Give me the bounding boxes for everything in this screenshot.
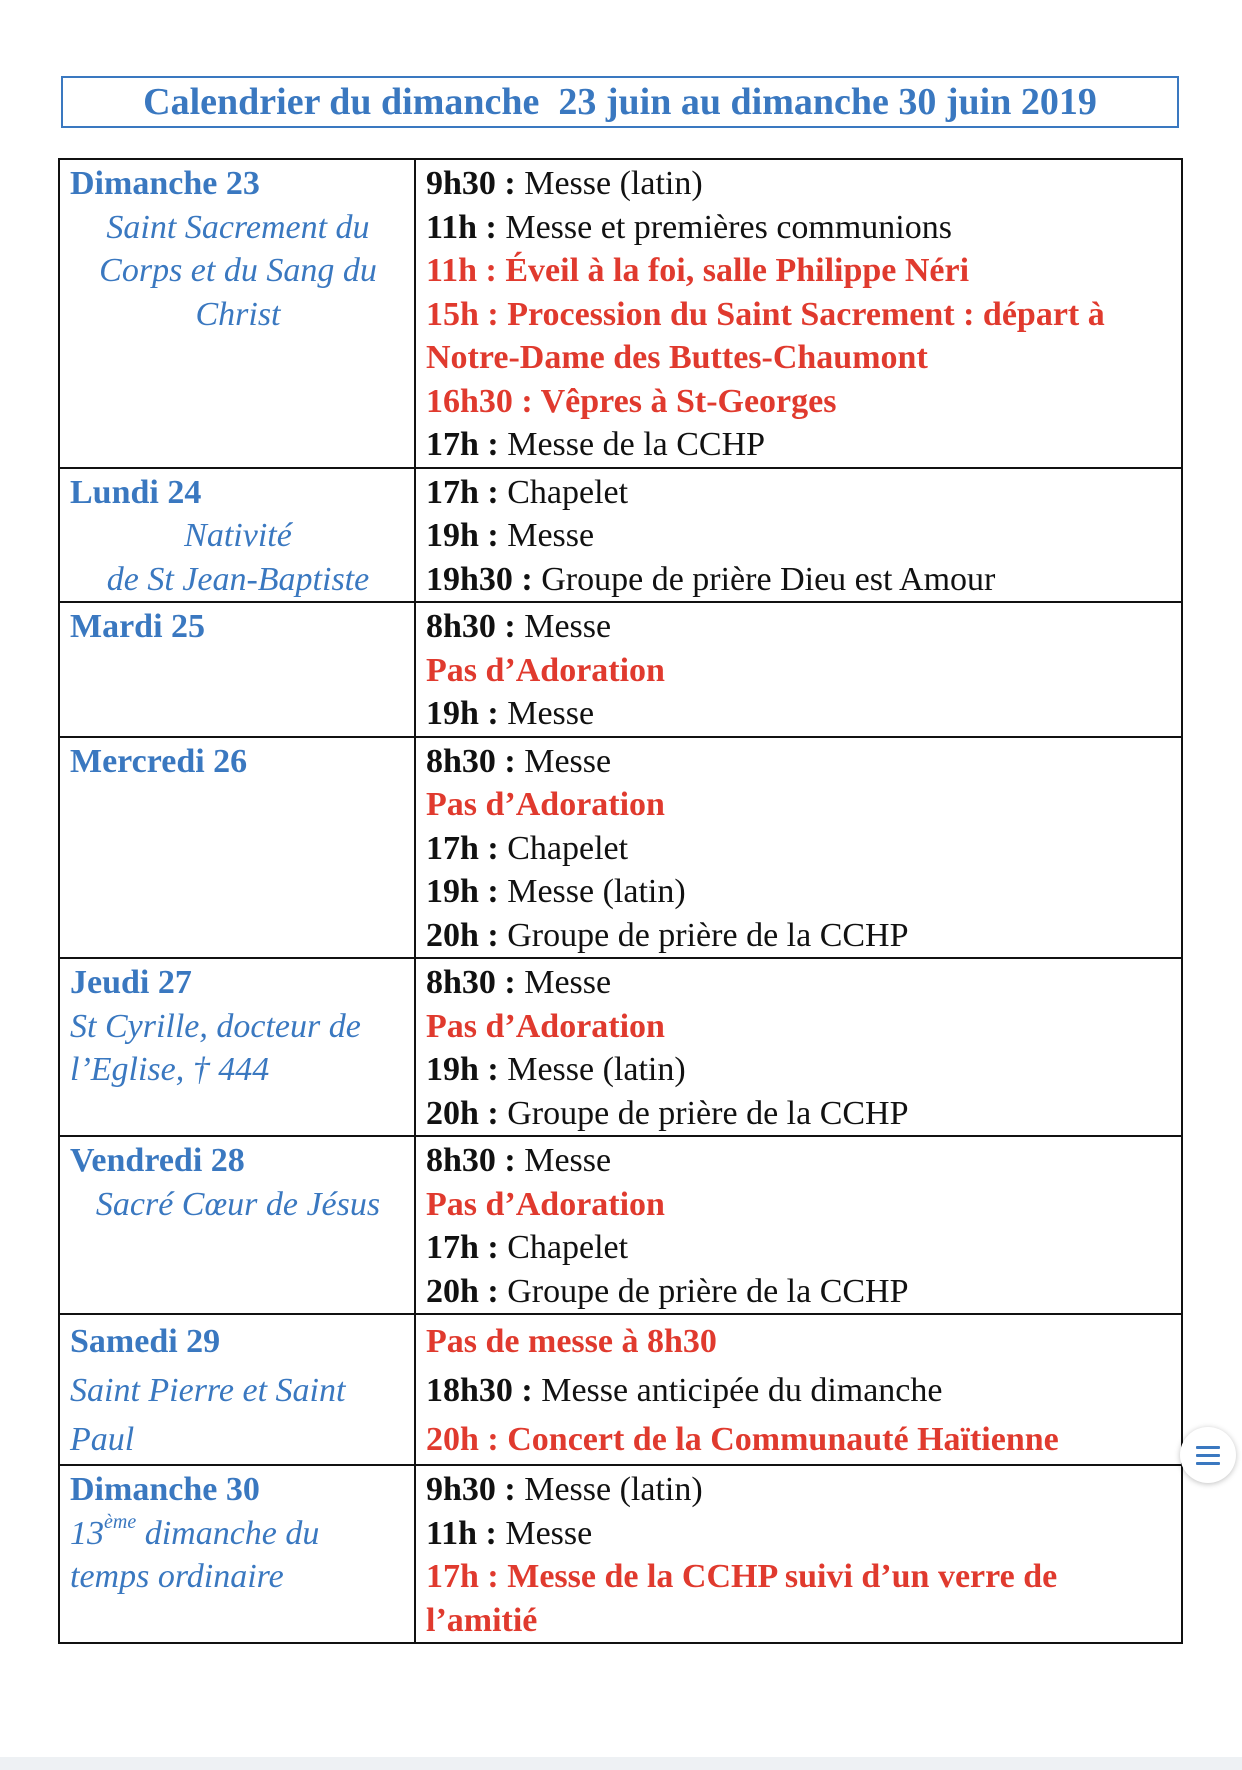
event-time: 11h : (426, 1514, 497, 1552)
day-name: Mercredi 26 (70, 742, 248, 780)
event-text: Messe (latin) (515, 165, 703, 202)
feast-label: 13ème dimanche du (70, 1510, 320, 1552)
event-line (426, 1512, 1173, 1556)
calendar-title-box (61, 76, 1179, 128)
event-time: 11h : (426, 208, 497, 246)
day-cell (59, 1314, 415, 1465)
event-text: Chapelet (498, 829, 629, 867)
event-line (426, 1139, 1173, 1183)
day-name: Samedi 29 (70, 1323, 221, 1360)
events-cell (415, 602, 1182, 737)
event-line (426, 827, 1173, 871)
event-text: Pas de messe à 8h30 (426, 1323, 717, 1360)
event-time: 8h30 : (426, 608, 516, 645)
event-text: 16h30 : Vêpres à St-Georges (426, 382, 837, 420)
event-line (426, 1317, 1173, 1366)
event-time: 8h30 : (426, 742, 516, 780)
feast-label: Saint Pierre et Saint (70, 1372, 346, 1409)
event-text: 15h : Procession du Saint Sacrement : départ à Notre-Dame des Buttes-Chaumont (426, 295, 1105, 376)
event-text: 17h : Messe de la CCHP suivi d’un verre de l’amitié (426, 1558, 1058, 1639)
event-text: Messe (496, 1514, 593, 1552)
event-text: Groupe de prière de la CCHP (498, 1094, 909, 1132)
event-text: Messe (498, 695, 595, 732)
event-time: 9h30 : (426, 165, 516, 202)
event-time: 17h : (426, 473, 499, 511)
event-time: 20h : (426, 1272, 499, 1310)
event-time: 19h : (426, 695, 499, 732)
event-time: 20h : (426, 916, 499, 954)
events-cell (415, 1136, 1182, 1314)
day-cell (59, 602, 415, 737)
event-line (426, 423, 1173, 467)
event-text: Messe et premières communions (496, 208, 952, 246)
event-text: Chapelet (498, 473, 629, 511)
day-name: Jeudi 27 (70, 964, 192, 1001)
event-text: Groupe de prière de la CCHP (498, 1272, 909, 1310)
event-line (426, 206, 1173, 250)
day-name: Dimanche 23 (70, 165, 260, 202)
event-text: Chapelet (498, 1229, 629, 1266)
feast-label: Sacré Cœur de Jésus (95, 1185, 381, 1223)
day-row (59, 1314, 1182, 1465)
event-line (426, 558, 1173, 602)
schedule-table (58, 158, 1183, 1644)
event-text: Messe de la CCHP (498, 426, 766, 463)
event-text: 20h : Concert de la Communauté Haïtienne (426, 1421, 1059, 1458)
event-text: Messe (498, 517, 595, 554)
event-text: Pas d’Adoration (426, 1185, 665, 1223)
hamburger-menu-icon (1196, 1446, 1220, 1449)
event-line (426, 740, 1173, 784)
event-line (426, 380, 1173, 424)
day-row (59, 737, 1182, 959)
event-text: Groupe de prière Dieu est Amour (532, 560, 996, 598)
event-time: 19h : (426, 517, 499, 554)
day-name: Vendredi 28 (70, 1142, 245, 1179)
day-row (59, 1465, 1182, 1643)
menu-button[interactable] (1180, 1427, 1236, 1483)
event-line (426, 961, 1173, 1005)
event-line (426, 249, 1173, 293)
event-line (426, 605, 1173, 649)
event-line (426, 1555, 1173, 1642)
event-time: 19h : (426, 873, 499, 910)
event-text: Messe anticipée du dimanche (532, 1372, 943, 1409)
event-text: Messe (515, 1142, 612, 1179)
events-cell (415, 1465, 1182, 1643)
calendar-title: Calendrier du dimanche 23 juin au dimanche 30 juin 2019 (143, 81, 1097, 123)
event-text: Messe (515, 608, 612, 645)
day-row (59, 602, 1182, 737)
event-time: 19h : (426, 1051, 499, 1088)
event-line (426, 471, 1173, 515)
event-time: 9h30 : (426, 1471, 516, 1508)
feast-label: St Cyrille, docteur de (70, 1007, 361, 1045)
day-cell (59, 1465, 415, 1643)
event-line (426, 162, 1173, 206)
event-time: 17h : (426, 829, 499, 867)
feast-label: temps ordinaire (70, 1558, 284, 1595)
event-text: 11h : Éveil à la foi, salle Philippe Néri (426, 252, 970, 289)
event-text: Groupe de prière de la CCHP (498, 916, 909, 954)
event-text: Messe (latin) (498, 873, 686, 910)
day-row (59, 1136, 1182, 1314)
day-cell (59, 958, 415, 1136)
event-text: Messe (515, 742, 612, 780)
event-line (426, 1415, 1173, 1464)
day-name: Dimanche 30 (70, 1471, 260, 1508)
feast-label: Corps et du Sang du (99, 252, 377, 289)
events-cell (415, 159, 1182, 468)
events-cell (415, 468, 1182, 603)
event-time: 19h30 : (426, 560, 533, 598)
event-line (426, 293, 1173, 380)
event-line (426, 1048, 1173, 1092)
event-text: Messe (latin) (498, 1051, 686, 1088)
event-line (426, 692, 1173, 736)
feast-label: Nativité (184, 517, 292, 554)
event-line (426, 649, 1173, 693)
event-time: 18h30 : (426, 1372, 533, 1409)
events-cell (415, 958, 1182, 1136)
event-line (426, 1270, 1173, 1314)
event-line (426, 514, 1173, 558)
event-line (426, 1005, 1173, 1049)
events-cell (415, 737, 1182, 959)
day-cell (59, 1136, 415, 1314)
feast-label: Christ (195, 295, 281, 333)
event-time: 17h : (426, 426, 499, 463)
event-time: 17h : (426, 1229, 499, 1266)
event-line (426, 1183, 1173, 1227)
feast-label: Saint Sacrement du (106, 208, 370, 246)
day-row (59, 958, 1182, 1136)
event-line (426, 870, 1173, 914)
bottom-edge (0, 1757, 1242, 1770)
day-name: Mardi 25 (70, 608, 206, 645)
event-text: Pas d’Adoration (426, 651, 665, 689)
event-text: Messe (latin) (515, 1471, 703, 1508)
event-line (426, 914, 1173, 958)
event-time: 20h : (426, 1094, 499, 1132)
day-cell (59, 159, 415, 468)
feast-label: de St Jean-Baptiste (106, 560, 370, 598)
event-line (426, 1092, 1173, 1136)
event-text: Pas d’Adoration (426, 786, 665, 823)
event-line (426, 1366, 1173, 1415)
feast-label: Paul (70, 1421, 135, 1458)
event-text: Messe (515, 964, 612, 1001)
events-cell (415, 1314, 1182, 1465)
day-row (59, 159, 1182, 468)
day-cell (59, 468, 415, 603)
event-time: 8h30 : (426, 964, 516, 1001)
event-line (426, 783, 1173, 827)
event-time: 8h30 : (426, 1142, 516, 1179)
event-text: Pas d’Adoration (426, 1007, 665, 1045)
event-line (426, 1468, 1173, 1512)
day-cell (59, 737, 415, 959)
day-row (59, 468, 1182, 603)
day-name: Lundi 24 (70, 473, 202, 511)
event-line (426, 1226, 1173, 1270)
feast-label: l’Eglise, † 444 (70, 1051, 270, 1088)
